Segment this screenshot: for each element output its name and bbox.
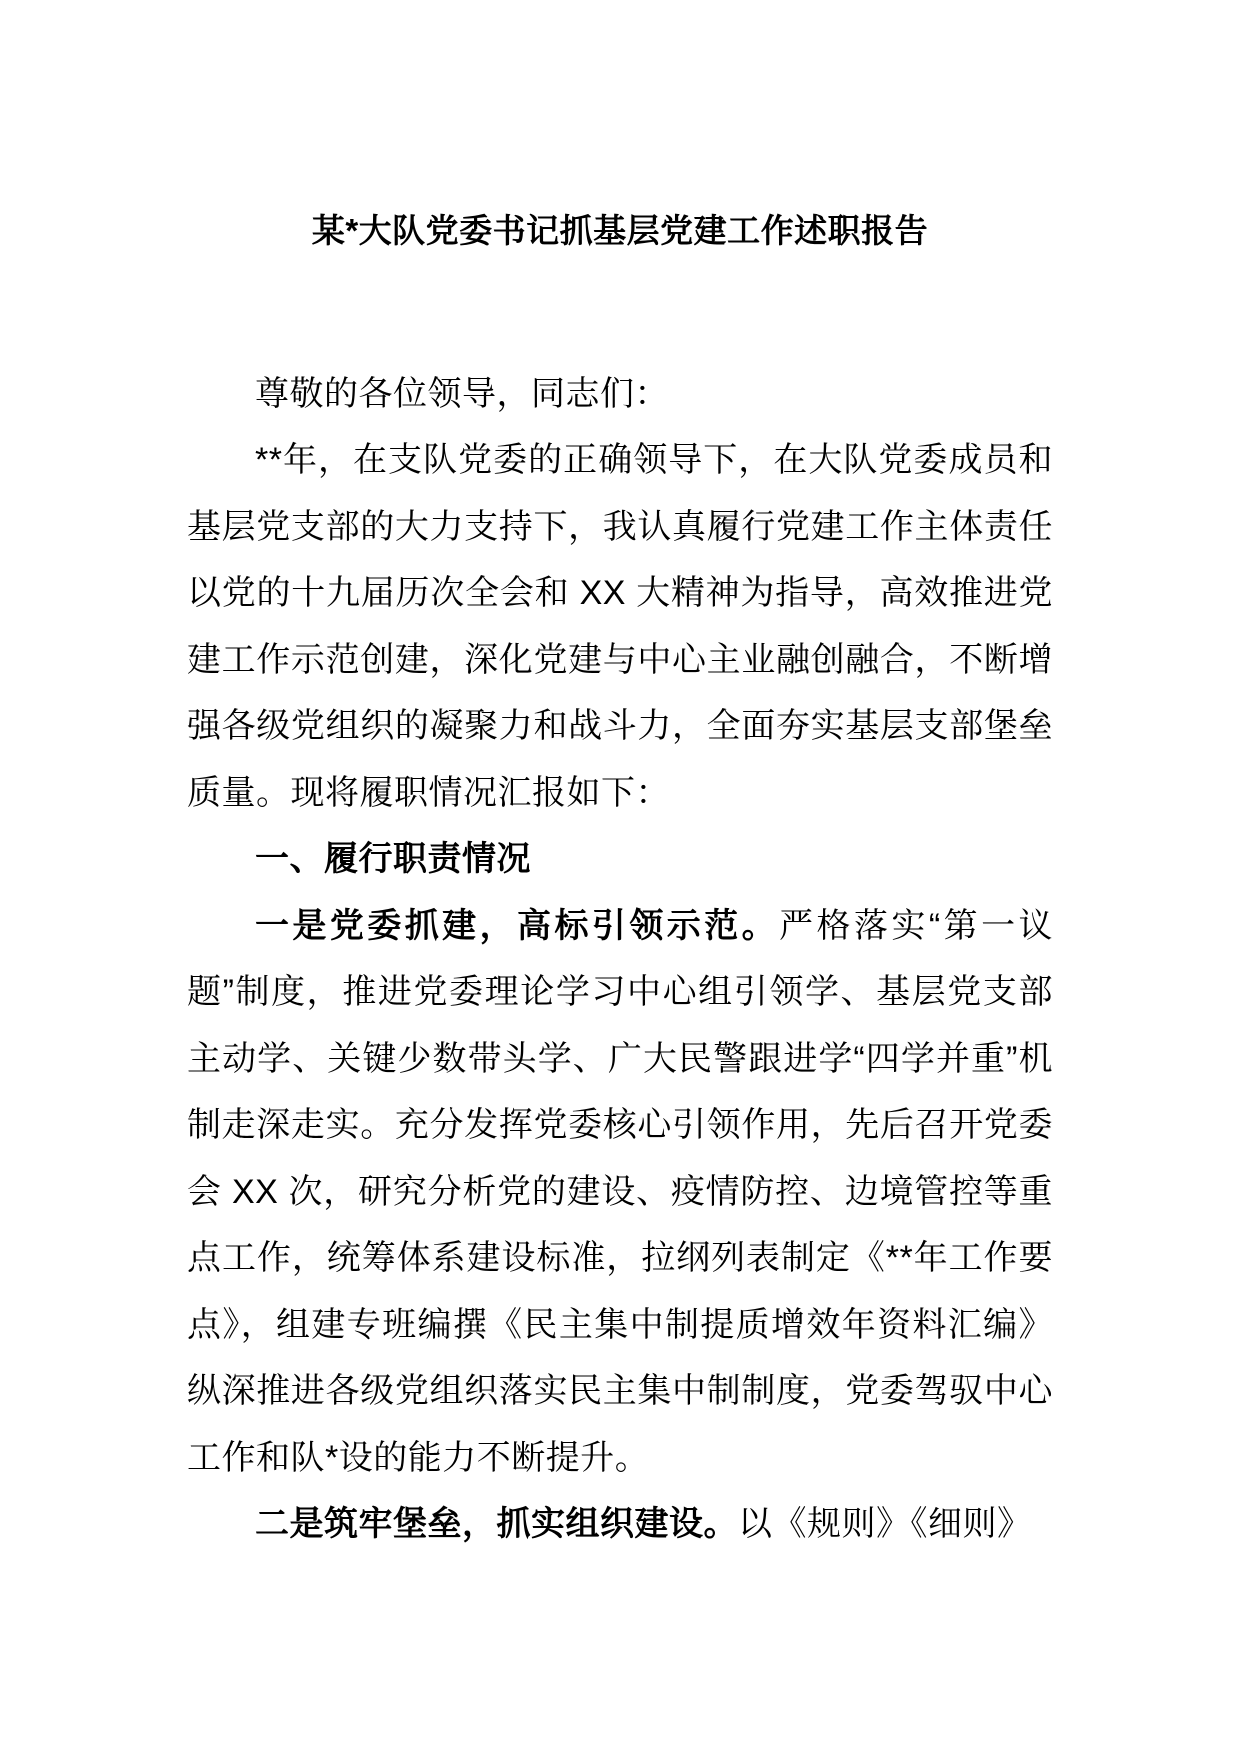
intro-paragraph: **年，在支队党委的正确领导下，在大队党委成员和基层党支部的大力支持下，我认真履行党建工作主体责任以党的十九届历次全会和 XX 大精神为指导，高效推进党建工作示范创建，深化党建与中心主业融创融合，不断增强各级党组织的凝聚力和战斗力，全面夯实基层支部堡垒质量。现将履职情况汇报如下：	[187, 441, 1053, 812]
salutation-paragraph: 尊敬的各位领导，同志们：	[255, 374, 669, 413]
section-1-item-2-lead: 二是筑牢堡垒，抓实组织建设。	[255, 1505, 738, 1543]
document-title: 某*大队党委书记抓基层党建工作述职报告	[311, 212, 929, 249]
section-1-item-1-lead: 一是党委抓建，高标引领示范。	[255, 906, 780, 945]
section-1-item-1	[187, 893, 1053, 1492]
section-1-item-1-body: 严格落实“第一议题”制度，推进党委理论学习中心组引领学、基层党支部主动学、关键少数带头学、广大民警跟进学“四学并重”机制走深走实。充分发挥党委核心引领作用，先后召开党委会 XX 次，研究分析党的建设、疫情防控、边境管控等重点工作，统筹体系建设标准，拉纲列表制定《**年工作要点》，组建专班编撰《民主集中制提质增效年资料汇编》纵深推进各级党组织落实民主集中制制度，党委驾驭中心工作和队*设的能力不断提升。	[187, 906, 1054, 1477]
section-1-item-2-body: 以《规则》《细则》	[738, 1505, 1032, 1543]
section-1-item-2	[187, 1491, 1053, 1558]
section-1-heading: 一、履行职责情况	[255, 840, 531, 878]
